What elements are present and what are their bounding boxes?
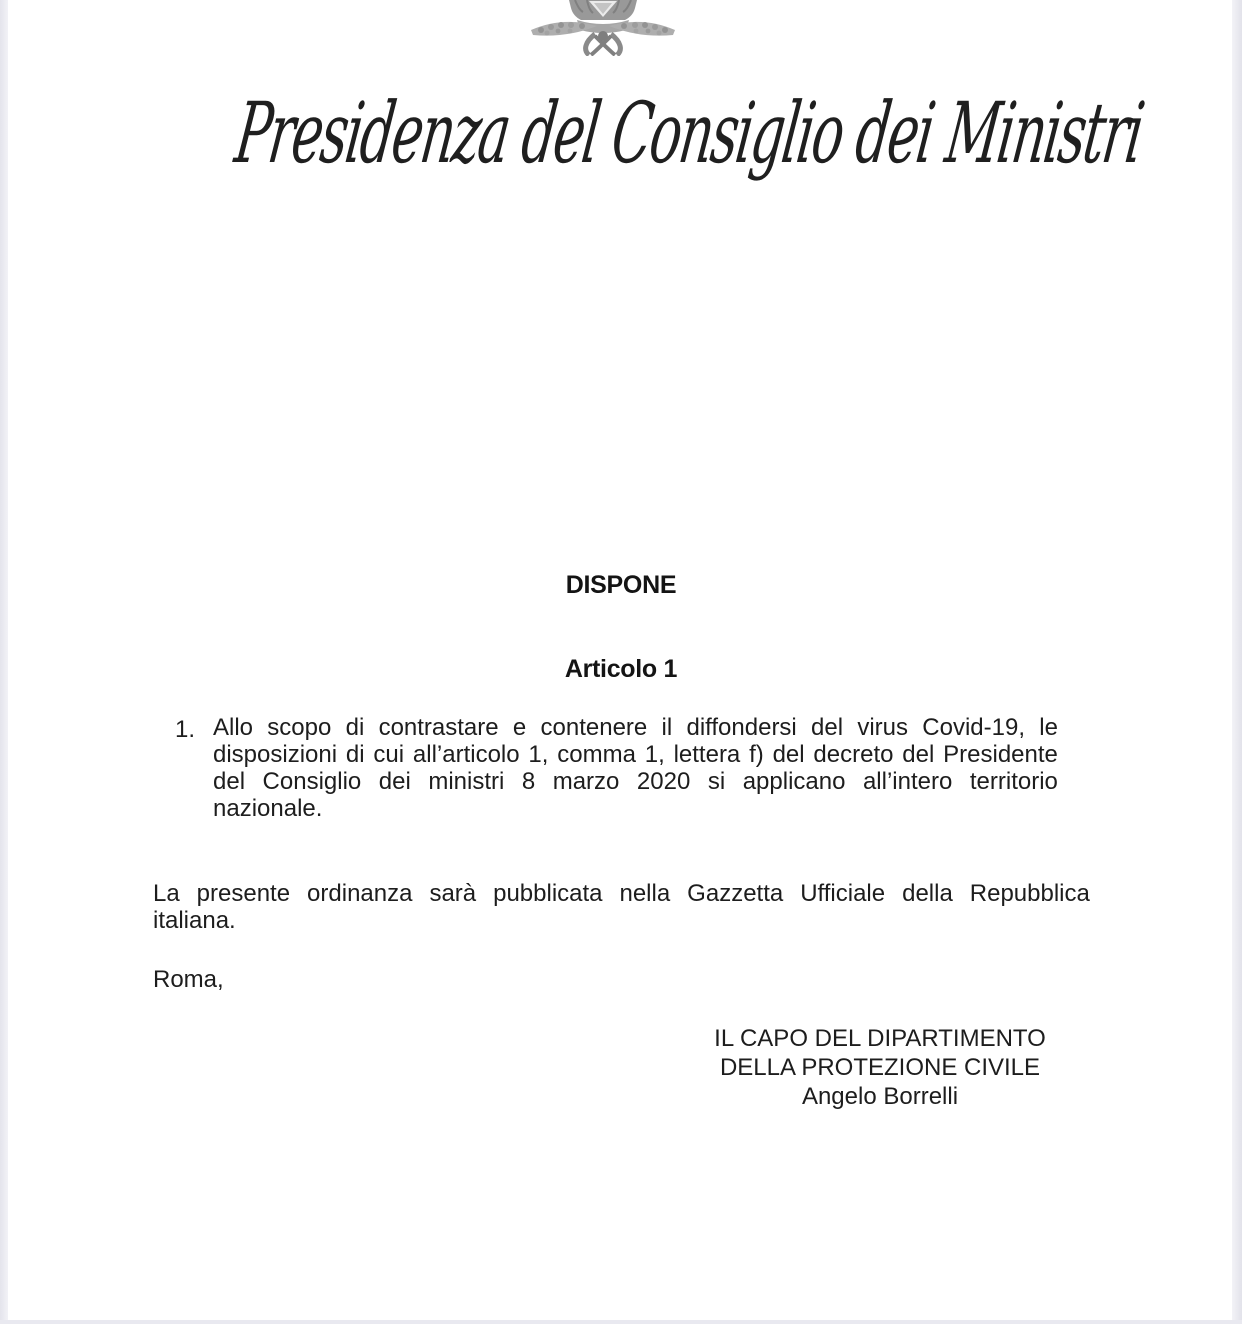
- dispone-heading: DISPONE: [565, 571, 677, 599]
- paragraph-line: nazionale.: [213, 795, 323, 822]
- paragraph-line: La presente ordinanza sarà pubblicata nella Gazzetta Ufficiale della Repubblica: [153, 880, 1090, 907]
- paragraph-line: italiana.: [153, 907, 236, 934]
- page-edge-bottom: [0, 1320, 1242, 1324]
- signature-line-name: Angelo Borrelli: [801, 1083, 959, 1110]
- signature-line-title-2: DELLA PROTEZIONE CIVILE: [719, 1054, 1041, 1081]
- place-line: Roma,: [153, 966, 224, 993]
- paragraph-line: Allo scopo di contrastare e contenere il diffondersi del virus Covid-19, le: [213, 714, 1058, 741]
- paragraph-line: del Consiglio dei ministri 8 marzo 2020 si applicano all’intero territorio: [213, 768, 1058, 795]
- signature-line-title-1: IL CAPO DEL DIPARTIMENTO: [714, 1025, 1046, 1052]
- gazzetta-paragraph: [153, 880, 1090, 934]
- list-marker: 1.: [175, 716, 196, 743]
- paragraph-line: disposizioni di cui all’articolo 1, comma 1, lettera f) del decreto del Presidente: [213, 741, 1058, 768]
- coat-of-arms-icon: [525, 0, 681, 56]
- letterhead-script-title: Presidenza del Consiglio dei Ministri: [230, 84, 1148, 182]
- article-1-paragraph: [213, 714, 1058, 822]
- signature-block: [690, 1024, 1070, 1111]
- articolo-1-heading: Articolo 1: [564, 655, 678, 683]
